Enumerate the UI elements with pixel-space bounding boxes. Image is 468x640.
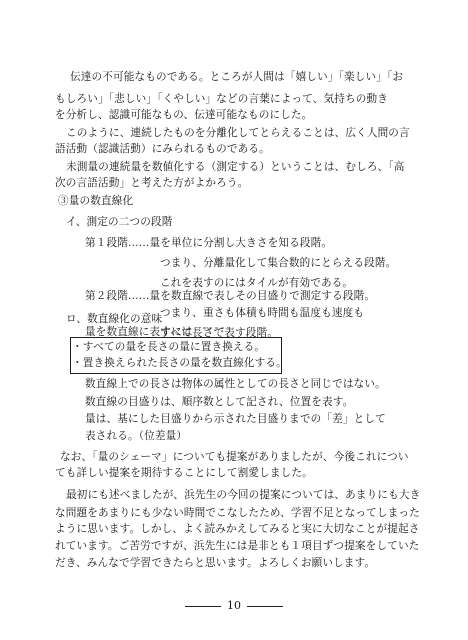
closing-2-line-5: だき、みんなで学習できたらと思います。よろしくお願いします。 [55,557,376,569]
ro-line-4: 表される。（位差量） [85,430,188,442]
closing-1-line-2: ても詳しい提案を期待することにして割愛しました。 [55,467,313,479]
step-2 [85,289,375,303]
subsection-ro-intro: 量を数直線に表すには [85,326,193,338]
step-1-label: 第１段階…… [85,237,150,249]
paragraph-1-line-3: を分析し、認識可能なもの、伝達可能なものにした。 [55,109,313,121]
step-1-text: 量を単位に分割し大きさを知る段階。 [149,237,333,249]
closing-2-line-1: 最初にも述べましたが、浜先生の今回の提案については、あまりにも大き [66,489,421,501]
step-2-line-1: つまり、重さも体積も時間も温度も速度も [160,307,365,319]
step-1-line-2: これを表すのにはタイルが有効である。 [160,277,354,289]
closing-2-line-4: れています。ご苦労ですが、浜先生には是非とも１項目ずつ提案をしていた [55,540,420,552]
subsection-i-heading: イ、測定の二つの段階 [66,216,173,228]
footer-rule-left [185,606,221,607]
step-2-line-2: すべて長さで表す段階。 [160,327,278,339]
section-heading: ③量の数直線化 [58,195,134,207]
page-footer [0,599,468,613]
closing-1-line-1: なお、「量のシェーマ」についても提案がありましたが、今後これについ [60,451,409,463]
step-1 [85,236,332,250]
key-point-2: ・置き換えられた長さの量を数直線化する。 [72,357,287,369]
subsection-ro-heading: ロ、数直線化の意味 [66,313,163,325]
closing-2-line-3: ように思います。しかし、よく読みかえしてみると実に大切なことが提起さ [55,523,420,535]
ro-line-2: 数直線の目盛りは、順序数として記され、位置を表す。 [85,396,354,408]
footer-rule-right [247,606,283,607]
paragraph-1-line-1: 伝達の不可能なものである。ところが人間は「嬉しい」「楽しい」「お [70,71,404,83]
paragraph-1-line-2: もしろい」「悲しい」「くやしい」などの言葉によって、気持ちの動き [55,93,388,105]
page-number: 10 [227,599,241,612]
paragraph-2-line-1: このように、連続したものを分離化してとらえることは、広く人間の言 [66,127,410,139]
step-2-text: 量を数直線で表しその目盛りで測定する段階。 [149,290,376,302]
step-1-line-1: つまり、分離量化して集合数的にとらえる段階。 [160,257,397,269]
step-2-label: 第２段階…… [85,290,150,302]
ro-line-1: 数直線上での長さは物体の属性としての長さと同じではない。 [85,378,386,390]
ro-line-3: 量は、基にした目盛りから示された目盛りまでの「差」として [85,413,386,425]
paragraph-3-line-2: 次の言語活動」と考えた方がよかろう。 [55,177,249,189]
closing-2-line-2: な問題をあまりにも少ない時間でこなしたため、学習不足となってしまった [55,507,420,519]
key-point-1: ・すべての量を長さの量に置き換える。 [72,341,266,353]
paragraph-3-line-1: 未測量の連続量を数値化する（測定する）ということは、むしろ、「高 [66,161,405,173]
paragraph-2-line-2: 語活動（認識活動）にみられるものである。 [55,143,270,155]
scan-dash-marks [203,326,233,330]
